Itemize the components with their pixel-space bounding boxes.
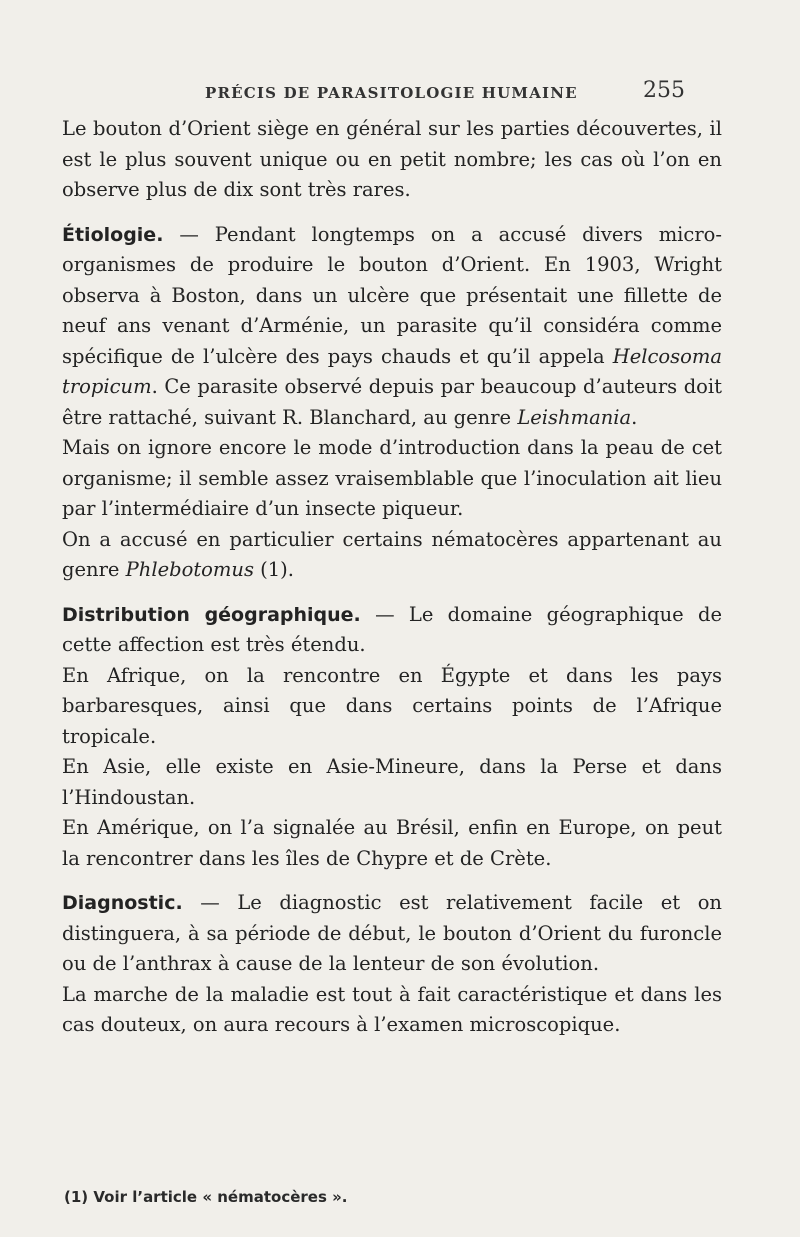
helcosoma-term: Helcosoma tropicum (62, 344, 722, 398)
etiologie-text-3a: On a accusé en particulier certains nématocères appartenant au genre (62, 527, 722, 581)
etiologie-text-c: . (631, 405, 638, 429)
distribution-paragraph-4 (62, 813, 722, 874)
leishmania-term: Leishmania (517, 405, 632, 429)
phlebotomus-term: Phlebotomus (125, 558, 254, 581)
distribution-paragraph-3 (62, 752, 722, 813)
intro-paragraph (62, 114, 722, 206)
etiologie-paragraph-1 (62, 220, 722, 434)
etiologie-paragraph-3 (62, 525, 722, 586)
diagnostic-heading: Diagnostic. (62, 892, 183, 914)
diagnostic-paragraph-2 (62, 980, 722, 1041)
page-number: 255 (643, 78, 685, 103)
etiologie-text-b: . Ce parasite observé depuis par beaucoup d’auteurs doit être rattaché, suivant R. Blanchard, au genre (62, 375, 722, 429)
intro-text: Le bouton d’Orient siège en général sur les parties découvertes, il est le plus souvent unique ou en petit nombre; les cas où l’on en observe plus de dix sont très rares. (62, 117, 722, 201)
distribution-heading: Distribution géographique. (62, 603, 361, 626)
diagnostic-paragraph-1 (62, 888, 722, 980)
distribution-paragraph-1 (62, 600, 722, 661)
distribution-text-4: En Amérique, on l’a signalée au Brésil, enfin en Europe, on peut la rencontrer dans les îles de Chypre et de Crète. (62, 816, 722, 870)
distribution-paragraph-2 (62, 661, 722, 753)
footnote: (1) Voir l’article « nématocères ». (64, 1188, 348, 1206)
etiologie-text-3b: (1). (253, 558, 294, 581)
etiologie-paragraph-2 (62, 433, 722, 525)
etiologie-text-a: — Pendant longtemps on a accusé divers micro-organismes de produire le bouton d’Orient. En 1903, Wright observa à Boston, dans un ulcère que présentait une fillette de neuf ans venant d’Arménie, un parasite qu’il considéra comme spécifique de l’ulcère des pays chauds et qu’il appela (62, 222, 722, 368)
diagnostic-text-2: La marche de la maladie est tout à fait caractéristique et dans les cas douteux, on aura recours à l’examen microscopique. (62, 982, 722, 1036)
diagnostic-text-1: — Le diagnostic est relativement facile et on distinguera, à sa période de début, le bouton d’Orient du furoncle ou de l’anthrax à cause de la lenteur de son évolution. (62, 891, 722, 975)
distribution-text-2: En Afrique, on la rencontre en Égypte et dans les pays barbaresques, ainsi que dans certains points de l’Afrique tropicale. (62, 663, 722, 748)
body-text (62, 114, 722, 1041)
running-header: PRÉCIS DE PARASITOLOGIE HUMAINE (205, 84, 578, 102)
distribution-text-1: — Le domaine géographique de cette affection est très étendu. (62, 602, 722, 656)
distribution-text-3: En Asie, elle existe en Asie-Mineure, dans la Perse et dans l’Hindoustan. (62, 755, 722, 809)
etiologie-heading: Étiologie. (62, 223, 164, 246)
etiologie-text-2: Mais on ignore encore le mode d’introduction dans la peau de cet organisme; il semble assez vraisemblable que l’inoculation ait lieu par l’intermédiaire d’un insecte piqueur. (62, 436, 722, 520)
